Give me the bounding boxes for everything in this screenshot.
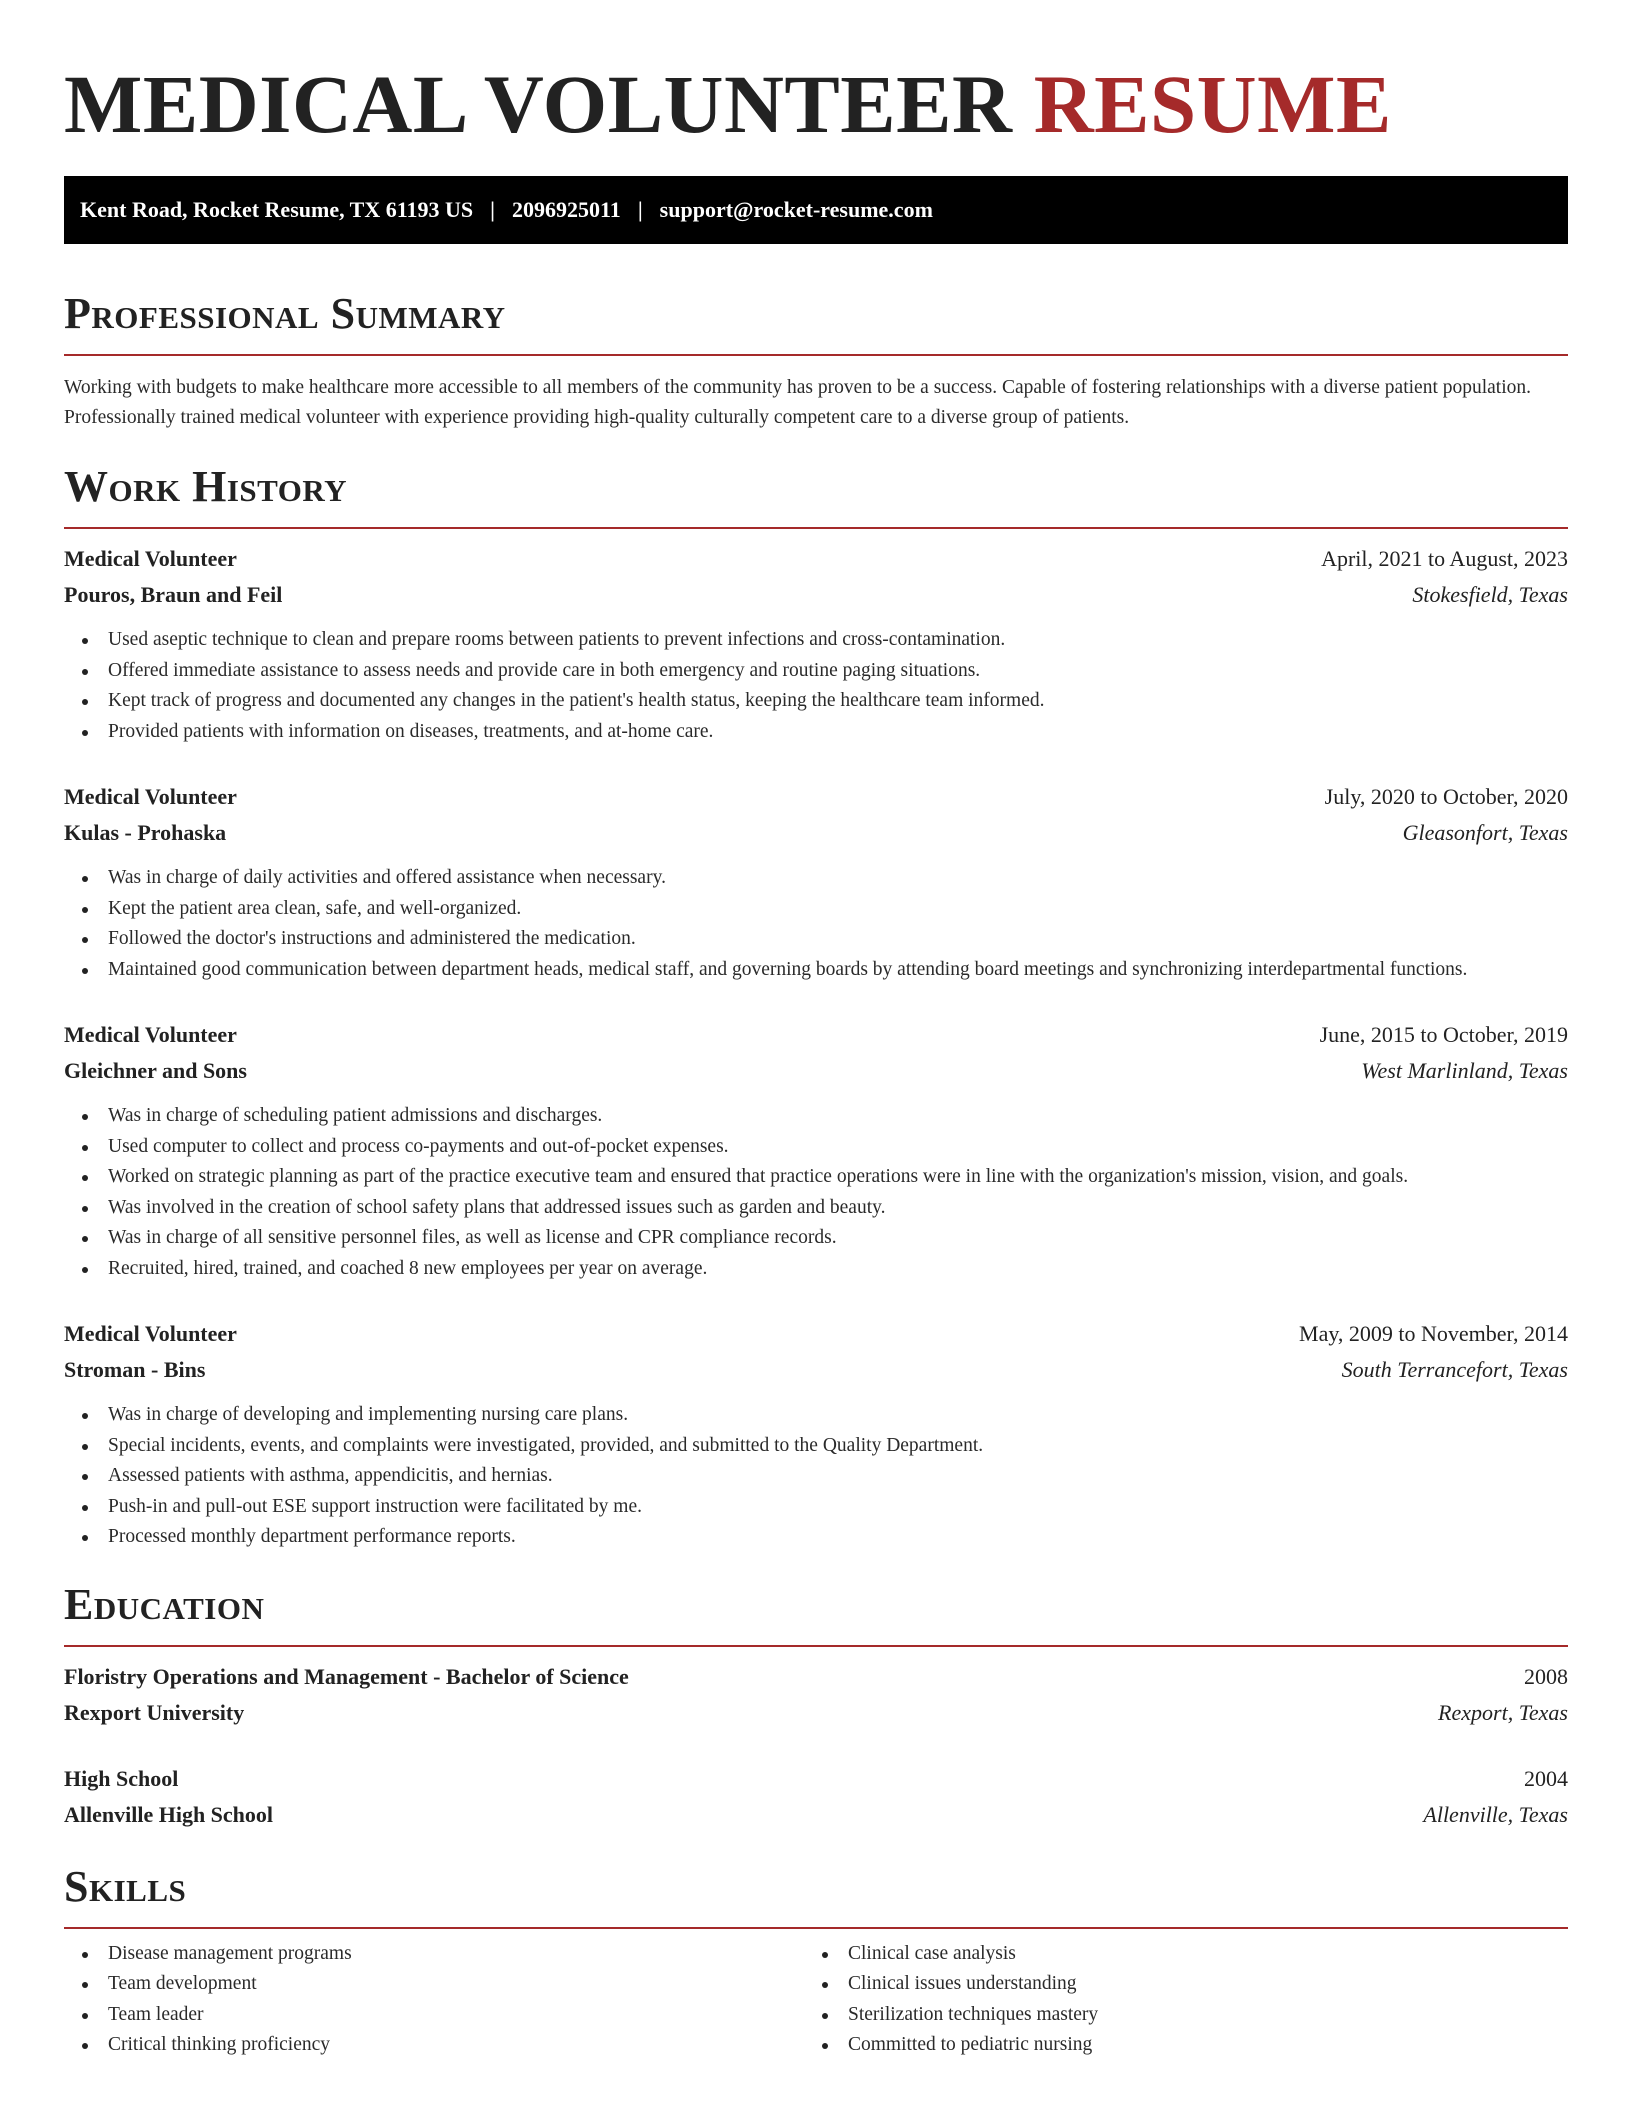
list-item: Was involved in the creation of school safety plans that addressed issues such as garden and beauty. (64, 1193, 1568, 1224)
list-item: Kept track of progress and documented any changes in the patient's health status, keeping the healthcare team informed. (64, 686, 1568, 717)
list-item: Offered immediate assistance to assess needs and provide care in both emergency and routine paging situations. (64, 656, 1568, 687)
education-location: Rexport, Texas (1438, 1699, 1568, 1725)
list-item: Team development (64, 1969, 804, 2000)
list-item: Critical thinking proficiency (64, 2030, 804, 2061)
education-heading: Education (64, 1579, 1568, 1647)
skills-grid (64, 1939, 1568, 2061)
work-history-heading: Work History (64, 461, 1568, 529)
job-company: Kulas - Prohaska (64, 820, 227, 845)
education-school: Rexport University (64, 1699, 245, 1725)
job-company: Gleichner and Sons (64, 1058, 247, 1083)
job-dates: June, 2015 to October, 2019 (1319, 1022, 1568, 1047)
list-item: Used computer to collect and process co-payments and out-of-pocket expenses. (64, 1132, 1568, 1163)
job-header-row (64, 1316, 1568, 1352)
contact-bar (64, 176, 1568, 244)
education-entry (64, 1659, 1568, 1731)
job-header-row (64, 779, 1568, 815)
summary-section (64, 288, 1568, 433)
education-school: Allenville High School (64, 1801, 274, 1827)
title-main: MEDICAL VOLUNTEER (64, 58, 1013, 150)
job-header-row (64, 1017, 1568, 1053)
list-item: Maintained good communication between department heads, medical staff, and governing boards by attending board meetings and synchronizing interdepartmental functions. (64, 955, 1568, 986)
education-section (64, 1579, 1568, 1833)
list-item: Used aseptic technique to clean and prepare rooms between patients to prevent infections and cross-contamination. (64, 625, 1568, 656)
work-history-section (64, 461, 1568, 1553)
education-year: 2008 (1524, 1663, 1568, 1689)
job-bullets (64, 1101, 1568, 1284)
job-header-row (64, 541, 1568, 577)
job-bullets (64, 625, 1568, 747)
list-item: Clinical case analysis (804, 1939, 1544, 1970)
list-item: Committed to pediatric nursing (804, 2030, 1544, 2061)
summary-text: Working with budgets to make healthcare more accessible to all members of the community has proven to be a success. Capable of fostering relationships with a diverse patient population. Professionally trained medical volunteer with experience providing high-quality culturally competent care to a diverse group of patients. (64, 377, 1532, 428)
list-item: Special incidents, events, and complaints were investigated, provided, and submitted to the Quality Department. (64, 1431, 1568, 1462)
job-dates: May, 2009 to November, 2014 (1299, 1321, 1568, 1346)
list-item: Sterilization techniques mastery (804, 2000, 1544, 2031)
list-item: Followed the doctor's instructions and administered the medication. (64, 924, 1568, 955)
list-item: Recruited, hired, trained, and coached 8 new employees per year on average. (64, 1254, 1568, 1285)
job-location: Gleasonfort, Texas (1402, 820, 1568, 845)
job-title: Medical Volunteer (64, 1321, 237, 1346)
education-entry (64, 1761, 1568, 1833)
job-location: West Marlinland, Texas (1361, 1058, 1568, 1083)
list-item: Was in charge of scheduling patient admissions and discharges. (64, 1101, 1568, 1132)
education-year: 2004 (1524, 1765, 1568, 1791)
job-dates: July, 2020 to October, 2020 (1324, 784, 1568, 809)
list-item: Assessed patients with asthma, appendicitis, and hernias. (64, 1461, 1568, 1492)
list-item: Disease management programs (64, 1939, 804, 1970)
job-company: Pouros, Braun and Feil (64, 582, 283, 607)
list-item: Push-in and pull-out ESE support instruction were facilitated by me. (64, 1492, 1568, 1523)
job-company-row (64, 815, 1568, 851)
list-item: Processed monthly department performance reports. (64, 1522, 1568, 1553)
list-item: Provided patients with information on diseases, treatments, and at-home care. (64, 717, 1568, 748)
education-school-row (64, 1695, 1568, 1731)
list-item: Was in charge of developing and implementing nursing care plans. (64, 1400, 1568, 1431)
list-item: Worked on strategic planning as part of the practice executive team and ensured that practice operations were in line with the organization's mission, vision, and goals. (64, 1162, 1568, 1193)
contact-email: support@rocket-resume.com (659, 197, 933, 222)
list-item: Was in charge of daily activities and offered assistance when necessary. (64, 863, 1568, 894)
job-dates: April, 2021 to August, 2023 (1321, 546, 1568, 571)
contact-address: Kent Road, Rocket Resume, TX 61193 US (80, 197, 474, 222)
education-degree-row (64, 1659, 1568, 1695)
job-entry (64, 1316, 1568, 1553)
job-company-row (64, 577, 1568, 613)
education-school-row (64, 1797, 1568, 1833)
list-item: Clinical issues understanding (804, 1969, 1544, 2000)
job-company-row (64, 1053, 1568, 1089)
job-entry (64, 1017, 1568, 1284)
skills-heading: Skills (64, 1861, 1568, 1929)
resume-page (64, 0, 1568, 2061)
skills-section (64, 1861, 1568, 2061)
job-entry (64, 541, 1568, 747)
list-item: Kept the patient area clean, safe, and well-organized. (64, 894, 1568, 925)
education-degree: Floristry Operations and Management - Bachelor of Science (64, 1663, 629, 1689)
title-accent: RESUME (1033, 58, 1392, 150)
page-title (64, 58, 1568, 150)
list-item: Team leader (64, 2000, 804, 2031)
job-location: Stokesfield, Texas (1412, 582, 1568, 607)
education-location: Allenville, Texas (1423, 1801, 1568, 1827)
skills-list-right (804, 1939, 1544, 2061)
job-bullets (64, 863, 1568, 985)
job-title: Medical Volunteer (64, 546, 237, 571)
education-degree: High School (64, 1765, 179, 1791)
contact-separator: | (490, 197, 496, 222)
summary-heading: Professional Summary (64, 288, 1568, 356)
job-location: South Terrancefort, Texas (1341, 1357, 1568, 1382)
list-item: Was in charge of all sensitive personnel files, as well as license and CPR compliance records. (64, 1223, 1568, 1254)
contact-separator: | (637, 197, 643, 222)
contact-phone: 2096925011 (512, 197, 621, 222)
education-degree-row (64, 1761, 1568, 1797)
job-title: Medical Volunteer (64, 1022, 237, 1047)
job-entry (64, 779, 1568, 985)
job-title: Medical Volunteer (64, 784, 237, 809)
job-bullets (64, 1400, 1568, 1553)
job-company-row (64, 1352, 1568, 1388)
job-company: Stroman - Bins (64, 1357, 206, 1382)
skills-list-left (64, 1939, 804, 2061)
